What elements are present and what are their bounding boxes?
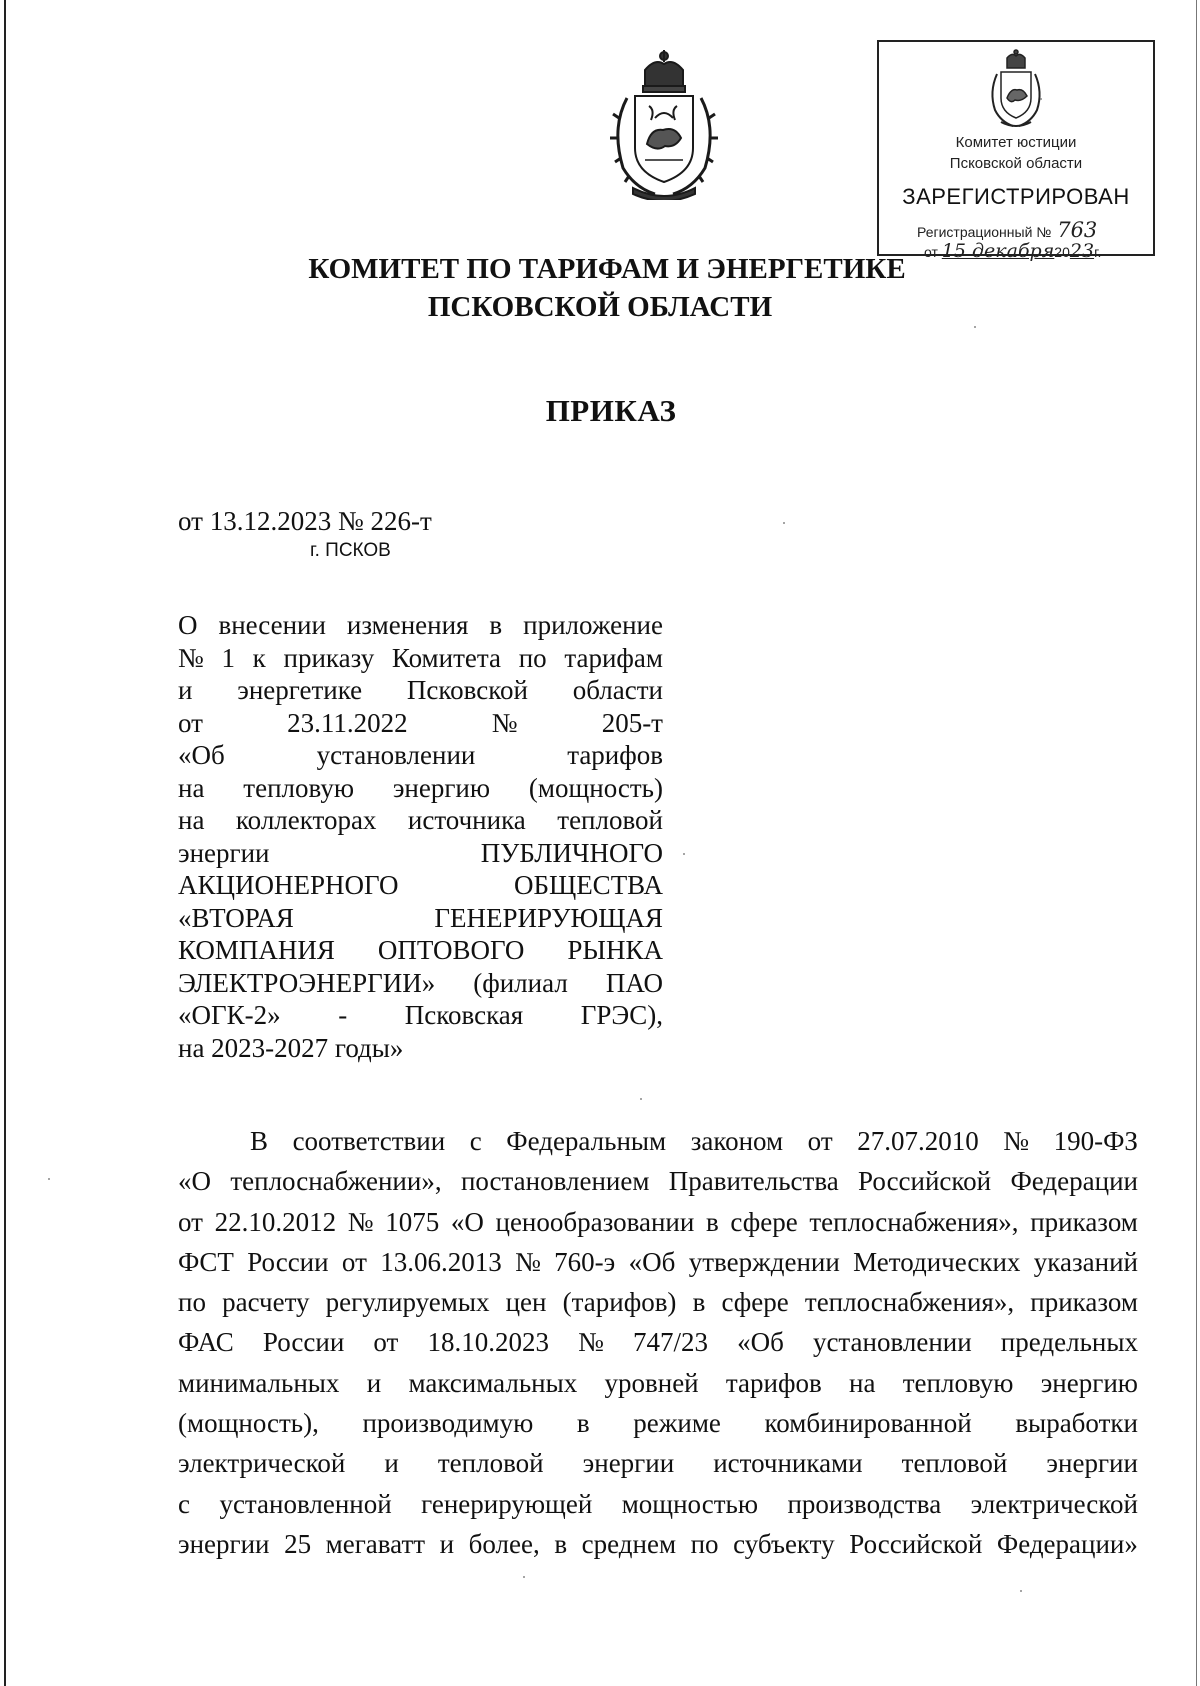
word: сфере xyxy=(730,1206,798,1237)
word: и xyxy=(439,1528,455,1559)
word: тепловой xyxy=(557,805,663,835)
word: «Об xyxy=(737,1327,784,1358)
word: на xyxy=(849,1367,876,1398)
committee-line2: ПСКОВСКОЙ ОБЛАСТИ xyxy=(427,291,773,323)
stamp-year-handwritten: 23 xyxy=(1069,240,1095,262)
word: энергию xyxy=(392,772,491,803)
word: энергии xyxy=(1046,1448,1138,1479)
word: (филиал xyxy=(473,967,568,998)
subject-line xyxy=(178,739,663,772)
body-line xyxy=(178,1121,1138,1161)
body-line xyxy=(178,1322,1138,1362)
word: тепловую xyxy=(243,772,354,803)
word: приказом xyxy=(1030,1206,1138,1237)
word: ГЕНЕРИРУЮЩАЯ xyxy=(434,902,663,933)
word: по xyxy=(178,1287,206,1318)
word: приложение xyxy=(523,610,663,640)
word: соответствии xyxy=(292,1126,446,1156)
word: Федерации» xyxy=(996,1528,1138,1559)
word: ФСТ xyxy=(178,1246,234,1277)
word: Правительства xyxy=(668,1166,839,1197)
word: от xyxy=(178,1206,203,1237)
word: в xyxy=(554,1528,568,1559)
word: ГРЭС), xyxy=(580,1000,663,1030)
word: 190-ФЗ xyxy=(1053,1126,1138,1156)
scan-speck xyxy=(683,853,685,855)
word: энергии xyxy=(178,1528,270,1559)
word: с xyxy=(469,1126,482,1156)
word: установленной xyxy=(219,1488,392,1519)
subject-line: на 2023-2027 годы» xyxy=(178,1032,404,1063)
stamp-registration xyxy=(917,218,1097,242)
document-type: ПРИКАЗ xyxy=(545,393,677,428)
stamp-status: ЗАРЕГИСТРИРОВАН xyxy=(902,184,1130,209)
word: тарифам xyxy=(564,642,663,673)
scan-speck xyxy=(974,326,976,328)
subject-line xyxy=(178,674,663,707)
word: энергии xyxy=(178,837,270,868)
word: и xyxy=(384,1448,399,1479)
word: источника xyxy=(407,805,526,835)
scan-speck xyxy=(640,1098,642,1100)
word: 27.07.2010 xyxy=(857,1126,979,1156)
word: тепловой xyxy=(901,1448,1008,1479)
word: (мощность) xyxy=(528,772,663,803)
word: № xyxy=(178,642,204,673)
body-line xyxy=(178,1363,1138,1403)
word: тарифов xyxy=(567,740,663,770)
body-line xyxy=(178,1443,1138,1483)
word: электрической xyxy=(178,1448,346,1479)
word: Федеральным xyxy=(506,1126,667,1156)
word: тарифов xyxy=(725,1367,822,1398)
word: постановлением xyxy=(460,1166,650,1197)
word: минимальных xyxy=(178,1367,340,1398)
word: коллекторах xyxy=(235,805,377,835)
word: 747/23 xyxy=(632,1327,708,1358)
word: тепловой xyxy=(437,1448,544,1479)
word: № xyxy=(347,1206,374,1237)
subject-line xyxy=(178,934,663,967)
word: 23.11.2022 xyxy=(287,707,408,738)
word: № xyxy=(578,1327,604,1358)
word: источниками xyxy=(713,1448,863,1479)
word: «О xyxy=(450,1206,484,1237)
body-line xyxy=(178,1484,1138,1524)
word: расчету xyxy=(222,1287,310,1318)
subject-line xyxy=(178,772,663,805)
subject-line xyxy=(178,902,663,935)
stamp-org-line2: Псковской области xyxy=(949,155,1083,172)
word: О xyxy=(178,610,198,640)
document-body xyxy=(178,1121,1138,1564)
word: внесении xyxy=(218,610,326,640)
word: Псковской xyxy=(406,675,528,705)
word: установлении xyxy=(316,740,476,770)
word: субъекту xyxy=(733,1528,835,1559)
word: (тарифов) xyxy=(562,1287,677,1318)
word: энергетике xyxy=(237,675,363,705)
subject-line xyxy=(178,869,663,902)
word: генерирующей xyxy=(421,1488,593,1519)
word: и xyxy=(178,675,193,705)
document-city: г. ПСКОВ xyxy=(310,540,391,561)
subject-line xyxy=(178,642,663,675)
word: сфере xyxy=(721,1287,789,1318)
word: тепловую xyxy=(902,1367,1014,1398)
word: Российской xyxy=(849,1528,983,1559)
stamp-coat-of-arms-icon xyxy=(985,48,1047,130)
word: Комитета xyxy=(391,642,501,673)
stamp-date-prefix: от xyxy=(924,244,938,260)
word: от xyxy=(373,1327,399,1358)
word: предельных xyxy=(1000,1327,1138,1358)
word: «Об xyxy=(628,1246,676,1277)
body-line xyxy=(178,1242,1138,1282)
word: «ОГК-2» xyxy=(178,1000,281,1030)
word: № xyxy=(1003,1126,1030,1156)
word: среднем xyxy=(581,1528,677,1559)
word: в xyxy=(692,1287,706,1318)
word: области xyxy=(572,675,663,705)
body-line xyxy=(178,1403,1138,1443)
stamp-reg-label: Регистрационный № xyxy=(917,224,1052,240)
body-line xyxy=(178,1282,1138,1322)
word: 22.10.2012 xyxy=(214,1206,337,1237)
word: России xyxy=(262,1327,345,1358)
word: Федерации xyxy=(1010,1166,1138,1197)
word: 13.06.2013 xyxy=(380,1246,502,1277)
word: - xyxy=(338,1000,348,1030)
word: ФАС xyxy=(178,1327,234,1358)
body-line xyxy=(178,1161,1138,1201)
body-line xyxy=(178,1524,1138,1564)
word: от xyxy=(341,1246,367,1277)
word: утверждении xyxy=(688,1246,840,1277)
document-subject xyxy=(178,609,663,1064)
word: № xyxy=(515,1246,541,1277)
word: законом xyxy=(690,1126,784,1156)
word: и xyxy=(366,1367,382,1398)
word: более, xyxy=(468,1528,540,1559)
word: РЫНКА xyxy=(567,935,663,965)
word: 760-э xyxy=(554,1246,616,1277)
word: России xyxy=(247,1246,329,1277)
word: от xyxy=(178,707,203,738)
word: производства xyxy=(787,1488,942,1519)
word: теплоснабжения», xyxy=(809,1206,1019,1237)
word: энергию xyxy=(1040,1367,1138,1398)
scan-speck xyxy=(1040,98,1042,100)
stamp-year-prefix: 20 xyxy=(1054,244,1070,260)
word: теплоснабжении», xyxy=(230,1166,442,1197)
word: «Об xyxy=(178,740,225,770)
word: ОПТОВОГО xyxy=(377,935,525,965)
word: 25 xyxy=(284,1528,312,1559)
word: на xyxy=(178,772,205,803)
word: выработки xyxy=(1015,1408,1138,1439)
word: к xyxy=(252,642,266,673)
word: в xyxy=(489,610,503,640)
document-date-number: от 13.12.2023 № 226-т xyxy=(178,506,432,536)
scan-speck xyxy=(523,1576,525,1578)
word: приказом xyxy=(1030,1287,1138,1318)
word: ЭЛЕКТРОЭНЕРГИИ» xyxy=(178,967,436,998)
word: максимальных xyxy=(408,1367,578,1398)
subject-line xyxy=(178,967,663,1000)
word: 1 xyxy=(221,642,235,673)
word: в xyxy=(706,1206,719,1237)
word: установлении xyxy=(812,1327,972,1358)
subject-line xyxy=(178,707,663,740)
word: ОБЩЕСТВА xyxy=(513,870,663,900)
word: электрической xyxy=(970,1488,1138,1519)
word: 18.10.2023 xyxy=(427,1327,549,1358)
word: изменения xyxy=(346,610,469,640)
word: мощностью xyxy=(621,1488,758,1519)
word: регулируемых xyxy=(325,1287,490,1318)
word: с xyxy=(178,1488,190,1519)
scan-speck xyxy=(1020,1590,1022,1592)
subject-line xyxy=(178,804,663,837)
word: Российской xyxy=(858,1166,992,1197)
word: ПУБЛИЧНОГО xyxy=(480,837,663,868)
word: в xyxy=(576,1408,590,1439)
scan-speck xyxy=(48,1178,50,1180)
word: «О xyxy=(178,1166,211,1197)
word: № xyxy=(491,707,518,738)
word: теплоснабжения», xyxy=(804,1287,1015,1318)
word: В xyxy=(250,1126,269,1156)
stamp-org-line1: Комитет юстиции xyxy=(955,134,1077,151)
scan-speck xyxy=(783,522,785,524)
subject-line xyxy=(178,999,663,1032)
word: ПАО xyxy=(605,967,663,998)
word: ценообразовании xyxy=(495,1206,695,1237)
registration-stamp xyxy=(877,40,1155,262)
word: уровней xyxy=(604,1367,699,1398)
word: АКЦИОНЕРНОГО xyxy=(178,870,399,900)
word: на xyxy=(178,805,205,835)
word: Методических xyxy=(853,1246,1021,1277)
word: указаний xyxy=(1033,1246,1138,1277)
word: приказу xyxy=(283,642,375,673)
word: 205-т xyxy=(601,707,663,738)
word: цен xyxy=(505,1287,547,1318)
coat-of-arms-icon xyxy=(605,48,723,200)
word: Псковская xyxy=(404,1000,524,1030)
stamp-reg-number: 763 xyxy=(1057,218,1098,242)
committee-line1: КОМИТЕТ ПО ТАРИФАМ И ЭНЕРГЕТИКЕ xyxy=(308,253,906,285)
word: 1075 xyxy=(385,1206,440,1237)
stamp-year-suffix: г. xyxy=(1094,244,1102,260)
word: КОМПАНИЯ xyxy=(178,935,335,965)
subject-line xyxy=(178,609,663,642)
word: по xyxy=(518,642,547,673)
body-line xyxy=(178,1202,1138,1242)
word: мегаватт xyxy=(325,1528,426,1559)
subject-line xyxy=(178,837,663,870)
word: комбинированной xyxy=(764,1408,972,1439)
word: (мощность), xyxy=(178,1408,319,1439)
word: по xyxy=(690,1528,719,1559)
word: режиме xyxy=(633,1408,721,1439)
word: производимую xyxy=(362,1408,534,1439)
word: энергии xyxy=(582,1448,675,1479)
word: от xyxy=(807,1126,833,1156)
stamp-date-handwritten: 15 декабря xyxy=(941,240,1055,262)
word: «ВТОРАЯ xyxy=(178,902,294,933)
committee-name xyxy=(0,250,1200,326)
